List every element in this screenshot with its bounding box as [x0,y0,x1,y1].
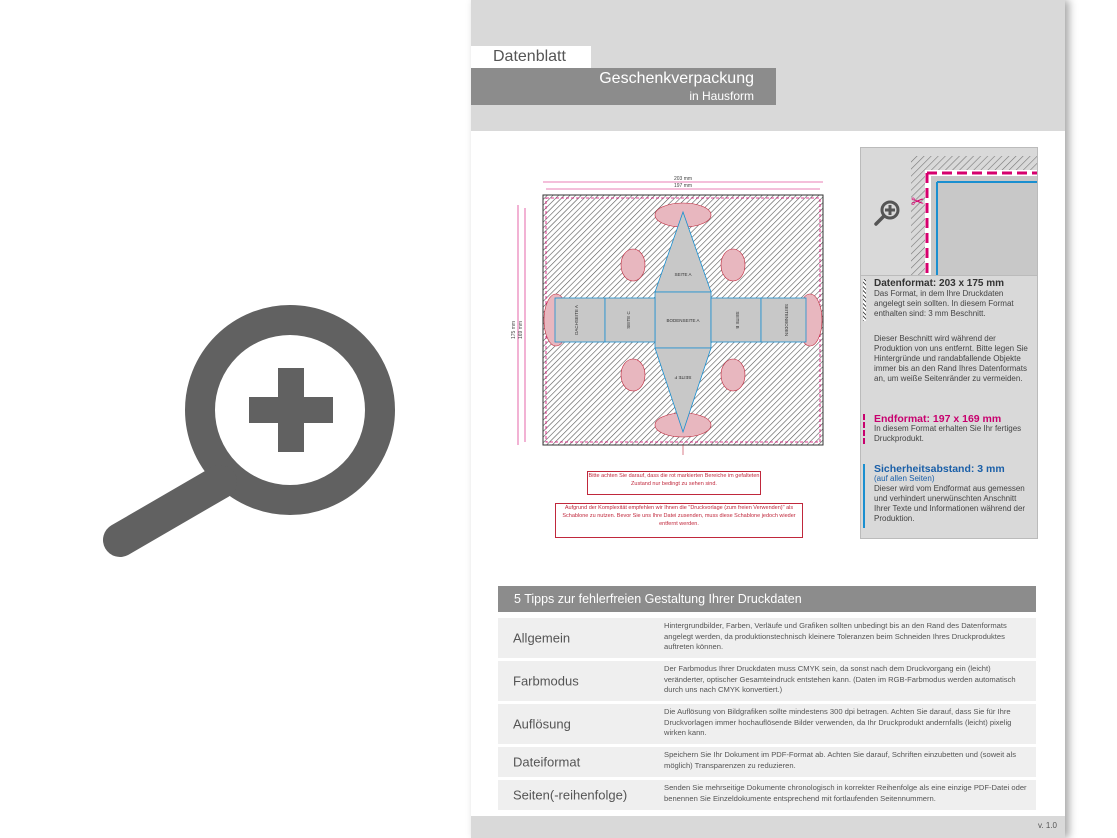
tip-label: Allgemein [513,630,571,646]
width-inner-label: 197 mm [673,183,693,189]
tip-label: Farbmodus [513,673,579,689]
warning-note-1: Bitte achten Sie darauf, dass die rot markierten Bereiche im gefalteten Zustand nur bedingt zu sehen sind. [587,471,761,495]
tip-text: Die Auflösung von Bildgrafiken sollte mindestens 300 dpi betragen. Achten Sie darauf, dass Sie für Ihre Druckvorlagen immer hochauflösende Bilder verwenden, da Ihr Druckprodukt andernfalls (leicht) pixelig wirken kann. [664,707,1012,737]
product-subtitle: in Hausform [689,89,754,103]
panel-label-left-inner: SEITE C [626,311,631,329]
datenformat-title: Datenformat: 203 x 175 mm [874,278,1005,289]
zoom-in-icon[interactable] [100,300,420,560]
version-label: v. 1.0 [1038,821,1057,830]
beschnitt-text: Dieser Beschnitt wird während der Produktion von uns entfernt. Bitte legen Sie Hintergründe und randabfallende Objekte immer bis an den Rand Ihres Datenformats an, um weiße Seitenränder zu vermeiden. [874,334,1028,383]
tip-label: Seiten(-reihenfolge) [513,787,628,803]
format-preview [861,148,1037,276]
tip-row [498,780,1036,812]
tip-row [498,661,1036,703]
tip-text: Der Farbmodus Ihrer Druckdaten muss CMYK sein, da sonst nach dem Druckvorgang ein (leicht) veränderter, optischer Gesamteindruck entstehen kann. (Daten im RGB-Farbmodus werden automatisch durch uns nach CMYK konvertiert.) [664,664,1016,694]
dieline-diagram [493,170,833,455]
product-title-block [471,68,776,105]
panel-label-top: SEITE A [674,272,692,277]
panel-label-right-inner: SEITE B [735,311,740,329]
tip-row [498,747,1036,779]
panel-label-left-outer: DACHSEITE A [574,305,579,335]
datasheet-page [471,0,1065,838]
height-inner-label: 169 mm [518,320,524,340]
tips-title: 5 Tipps zur fehlerfreien Gestaltung Ihrer Druckdaten [498,586,1036,612]
tip-row [498,618,1036,660]
tip-text: Speichern Sie Ihr Dokument im PDF-Format ab. Achten Sie darauf, Schriften einzubetten und (soweit als möglich) Transparenzen zu reduzieren. [664,750,1017,770]
tip-label: Dateiformat [513,754,581,770]
tip-text: Hintergrundbilder, Farben, Verläufe und Grafiken sollten unbedingt bis an den Rand des Datenformats angelegt werden, da produktionstechnisch kleinere Toleranzen beim Schneiden Ihres Druckproduktes auftreten können. [664,621,1007,651]
datasheet-tag: Datenblatt [471,46,591,68]
panel-label-bottom: SEITE F [674,375,692,380]
tip-text: Senden Sie mehrseitige Dokumente chronologisch in korrekter Reihenfolge als eine einzige PDF-Datei oder benennen Sie Einzeldokumente entsprechend mit fortlaufenden Seitennummern. [664,783,1027,803]
endformat-text: In diesem Format erhalten Sie Ihr fertiges Druckprodukt. [874,424,1022,443]
sicherheit-subtitle: (auf allen Seiten) [874,474,935,483]
warning-note-2: Aufgrund der Komplexität empfehlen wir Ihnen die "Druckvorlage (zum freien Verwenden)" als Schablone zu nutzen. Bevor Sie uns Ihre Datei zusenden, muss diese Schablone jedoch wieder entfernt werden. [555,503,803,538]
product-title: Geschenkverpackung [599,70,754,87]
tip-row [498,704,1036,746]
panel-label-right-outer: SEITENBODEN [784,303,789,337]
zoom-in-icon-small[interactable] [873,198,903,228]
height-outer-label: 175 mm [511,320,517,340]
width-outer-label: 203 mm [673,176,693,182]
endformat-title: Endformat: 197 x 169 mm [874,413,1002,425]
tip-label: Auflösung [513,716,571,732]
format-info-panel [860,147,1038,539]
scissors-icon: ✂ [911,194,925,211]
sicherheit-text: Dieser wird vom Endformat aus gemessen und verhindert unerwünschten Anschnitt Ihrer Texte und Informationen während der Produktion. [874,484,1026,523]
sicherheit-title: Sicherheitsabstand: 3 mm [874,463,1005,475]
footer-band [471,816,1065,838]
panel-label-center: BODENSEITE A [666,318,700,323]
datenformat-text: Das Format, in dem Ihre Druckdaten angelegt sein sollten. In diesem Format enthalten sind: 3 mm Beschnitt. [874,289,1014,318]
